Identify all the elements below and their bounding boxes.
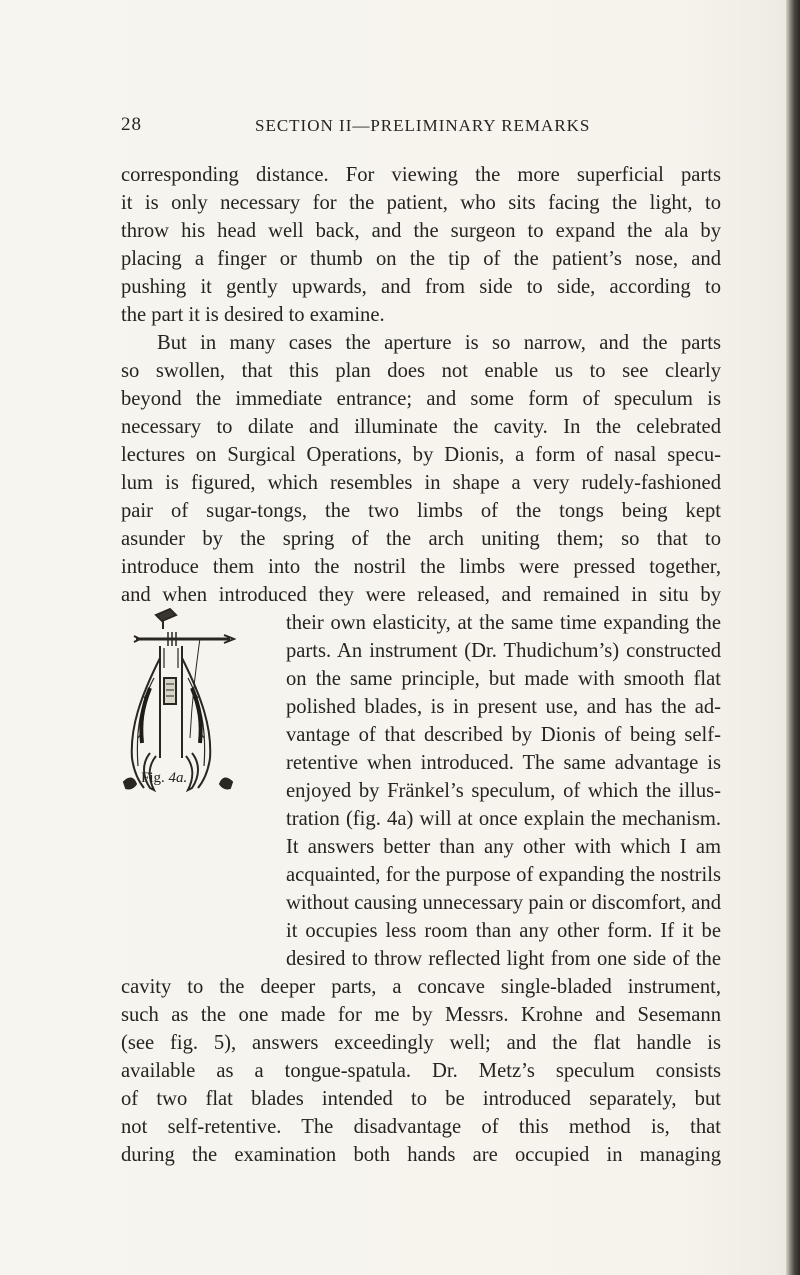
page-header: [0, 114, 800, 144]
text-line: so swollen, that this plan does not enable us to see clearly: [121, 360, 721, 382]
text-line: pushing it gently upwards, and from side to side, according to: [121, 276, 721, 298]
text-line: pair of sugar-tongs, the two limbs of the tongs being kept: [121, 500, 721, 522]
page-number: 28: [121, 114, 142, 135]
text-line: without causing unnecessary pain or discomfort, and: [286, 892, 721, 914]
nasal-speculum-illustration-icon: [120, 508, 236, 798]
figure-4a: [120, 508, 236, 798]
text-line: it is only necessary for the patient, who sits facing the light, to: [121, 192, 721, 214]
text-line: corresponding distance. For viewing the more superficial parts: [121, 164, 721, 186]
text-line: the part it is desired to examine.: [121, 304, 385, 326]
text-line: beyond the immediate entrance; and some form of speculum is: [121, 388, 721, 410]
text-line: it occupies less room than any other form. If it be: [286, 920, 721, 942]
text-line: retentive when introduced. The same advantage is: [286, 752, 721, 774]
text-line: desired to throw reflected light from one side of the: [286, 948, 721, 970]
figure-caption-prefix: Fig.: [141, 770, 169, 786]
text-line: their own elasticity, at the same time expanding the: [286, 612, 721, 634]
text-line: on the same principle, but made with smooth flat: [286, 668, 721, 690]
text-line: lectures on Surgical Operations, by Dionis, a form of nasal specu-: [121, 444, 721, 466]
text-line: of two flat blades intended to be introduced separately, but: [121, 1088, 721, 1110]
text-line: such as the one made for me by Messrs. Krohne and Sesemann: [121, 1004, 721, 1026]
page-binding-edge: [786, 0, 800, 1275]
text-line: lum is figured, which resembles in shape a very rudely-fashioned: [121, 472, 721, 494]
text-line: not self-retentive. The disadvantage of this method is, that: [121, 1116, 721, 1138]
text-line: It answers better than any other with which I am: [286, 836, 721, 858]
figure-caption-label: 4a.: [168, 770, 188, 786]
text-line: necessary to dilate and illuminate the cavity. In the celebrated: [121, 416, 721, 438]
text-line: enjoyed by Fränkel’s speculum, of which the illus-: [286, 780, 721, 802]
text-line: parts. An instrument (Dr. Thudichum’s) constructed: [286, 640, 721, 662]
running-head: SECTION II—PRELIMINARY REMARKS: [255, 116, 591, 135]
text-line: vantage of that described by Dionis of being self-: [286, 724, 721, 746]
text-line: polished blades, is in present use, and has the ad-: [286, 696, 721, 718]
figure-caption: [141, 770, 187, 787]
text-line: cavity to the deeper parts, a concave single-bladed instrument,: [121, 976, 721, 998]
text-line: (see fig. 5), answers exceedingly well; and the flat handle is: [121, 1032, 721, 1054]
text-line: placing a finger or thumb on the tip of the patient’s nose, and: [121, 248, 721, 270]
text-line: But in many cases the aperture is so narrow, and the parts: [157, 332, 721, 354]
text-line: during the examination both hands are occupied in managing: [121, 1144, 721, 1166]
text-line: available as a tongue-spatula. Dr. Metz’s speculum consists: [121, 1060, 721, 1082]
text-line: asunder by the spring of the arch uniting them; so that to: [121, 528, 721, 550]
text-line: acquainted, for the purpose of expanding the nostrils: [286, 864, 721, 886]
text-line: tration (fig. 4a) will at once explain the mechanism.: [286, 808, 721, 830]
text-line: and when introduced they were released, and remained in situ by: [121, 584, 721, 606]
text-line: throw his head well back, and the surgeon to expand the ala by: [121, 220, 721, 242]
text-line: introduce them into the nostril the limbs were pressed together,: [121, 556, 721, 578]
